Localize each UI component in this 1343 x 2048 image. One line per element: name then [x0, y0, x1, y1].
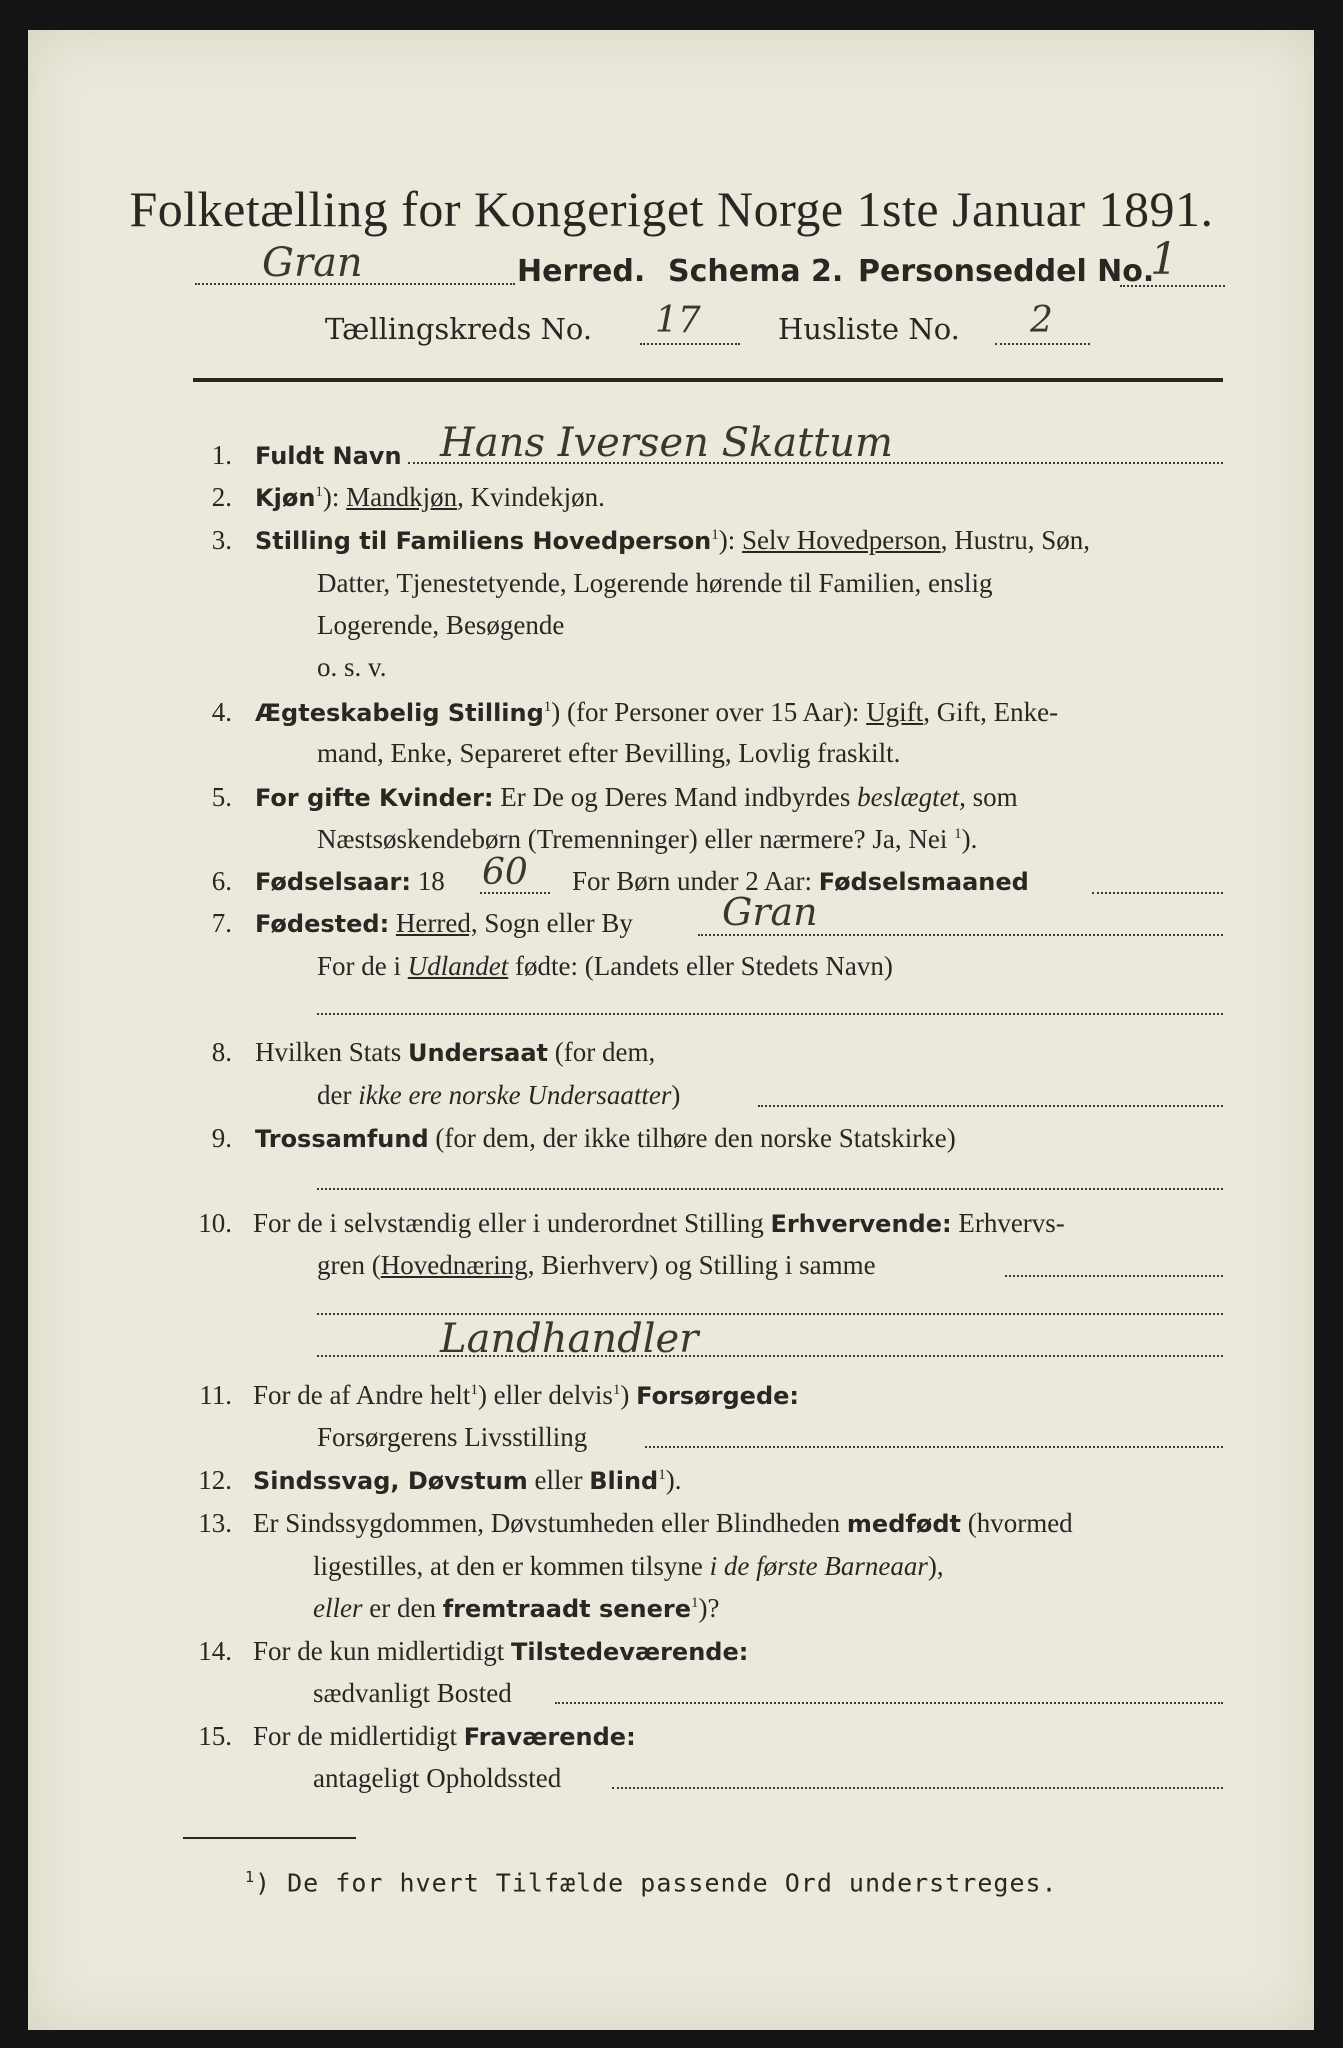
q5-line2 — [317, 824, 977, 855]
q14-number: 14. — [198, 1636, 232, 1666]
q13-sup: 1 — [691, 1595, 699, 1611]
q14-label: Tilstedeværende: — [510, 1638, 749, 1666]
q2-sup: 1 — [315, 484, 323, 500]
q13-text1: Er Sindssygdommen, Døvstumheden eller Blindheden — [253, 1508, 847, 1538]
q9-line — [255, 1123, 956, 1154]
q7-line1 — [255, 908, 633, 939]
q11-sup1: 1 — [470, 1382, 478, 1398]
q14-dots — [555, 1702, 1223, 1704]
q11-line2: Forsørgerens Livsstilling — [317, 1422, 588, 1452]
q3-option-selected: Selv Hovedperson — [742, 525, 941, 555]
q11-text1: For de af Andre helt — [253, 1380, 471, 1410]
q10-text1: For de i selvstændig eller i underordnet Stilling — [253, 1208, 771, 1238]
footnote-rule — [183, 1837, 356, 1839]
q8-line2-italic: ikke ere norske Undersaatter — [358, 1080, 672, 1110]
q15-number: 15. — [198, 1721, 232, 1751]
q2-label: Kjøn — [255, 484, 316, 512]
q13-line3-italic: eller — [313, 1593, 363, 1623]
q4-line2: mand, Enke, Separeret efter Bevilling, Lovlig fraskilt. — [317, 738, 901, 768]
q13-line3-mid: er den — [362, 1593, 443, 1623]
q8-pre: Hvilken Stats — [255, 1037, 408, 1067]
q6-line — [255, 866, 445, 897]
form-title: Folketælling for Kongeriget Norge 1ste Januar 1891. — [129, 181, 1214, 237]
q13-text2: (hvormed — [960, 1508, 1073, 1538]
q10-text2: Erhvervs- — [951, 1208, 1065, 1238]
q5-label: For gifte Kvinder: — [255, 784, 494, 812]
q6-prefix: 18 — [411, 866, 445, 896]
q4-line1 — [255, 697, 1058, 728]
q10-option-selected: Hovednæring, — [380, 1250, 535, 1280]
q2-option-rest: , Kvindekjøn. — [457, 482, 605, 512]
q3-line2: Datter, Tjenestetyende, Logerende hørende til Familien, enslig — [317, 568, 993, 598]
q7-option-selected: Herred, — [395, 908, 478, 938]
q8-line1 — [255, 1037, 655, 1068]
q7-place-value: Gran — [722, 890, 818, 934]
personseddel-value: 1 — [1150, 234, 1178, 285]
husliste-label: Husliste No. — [778, 312, 960, 346]
kreds-dotted-line — [640, 343, 740, 345]
q11-dots — [645, 1446, 1223, 1448]
q10-line1 — [253, 1208, 1065, 1239]
q7-line2-post: fødte: (Landets eller Stedets Navn) — [508, 951, 893, 981]
q8-dots — [758, 1105, 1223, 1107]
q6-number: 6. — [211, 866, 232, 896]
q8-number: 8. — [211, 1037, 232, 1067]
q15-label: Fraværende: — [463, 1723, 636, 1751]
q11-text3: ) — [620, 1380, 637, 1410]
q2-line — [255, 482, 605, 513]
q11-sup2: 1 — [612, 1382, 621, 1398]
q10-line2 — [317, 1250, 876, 1281]
q10-label: Erhvervende: — [770, 1210, 952, 1238]
q12-sup: 1 — [658, 1467, 666, 1483]
q8-line2 — [317, 1080, 680, 1111]
q15-line2: antageligt Opholdssted — [313, 1763, 562, 1793]
q10-line2-pre: gren ( — [317, 1250, 381, 1280]
q3-line4: o. s. v. — [317, 652, 387, 682]
q13-number: 13. — [198, 1508, 232, 1538]
husliste-dotted-line — [995, 343, 1090, 345]
q1-label: Fuldt Navn — [255, 442, 402, 470]
kreds-value: 17 — [655, 300, 701, 341]
q1-name-value: Hans Iversen Skattum — [440, 420, 893, 466]
q7-line2 — [317, 951, 893, 982]
q13-line2-post: ), — [927, 1551, 944, 1581]
q13-label: medfødt — [846, 1510, 961, 1538]
q7-line2-italic: Udlandet — [407, 951, 509, 981]
q13-line3-end: )? — [698, 1593, 720, 1623]
q12-line — [253, 1465, 681, 1496]
q7-place-dots — [698, 934, 1223, 936]
q4-sup: 1 — [543, 699, 552, 715]
header-rule — [193, 378, 1223, 382]
q10-number: 10. — [198, 1208, 232, 1238]
q12-mid: eller — [527, 1465, 590, 1495]
q3-number: 3. — [211, 525, 232, 555]
q8-line2-post: ) — [671, 1080, 681, 1110]
q12-number: 12. — [198, 1465, 232, 1495]
q13-line2-pre: ligestilles, at den er kommen tilsyne — [313, 1551, 710, 1581]
q15-text: For de midlertidigt — [253, 1721, 464, 1751]
personseddel-dotted-line — [1120, 285, 1225, 287]
q10-line2-post: Bierhverv) og Stilling i samme — [534, 1250, 876, 1280]
q7-rest: Sogn eller By — [477, 908, 633, 938]
q2-number: 2. — [211, 482, 232, 512]
q11-label: Forsørgede: — [636, 1382, 800, 1410]
q2-sep: ): — [322, 482, 340, 512]
q5-italic: beslægtet, — [857, 782, 966, 812]
q8-line2-pre: der — [317, 1080, 359, 1110]
q9-label: Trossamfund — [255, 1125, 429, 1153]
q3-line1 — [255, 525, 1090, 556]
q4-option-selected: Ugift — [866, 697, 924, 727]
q5-line2-text: Næstsøskendebørn (Tremenninger) eller nærmere? Ja, Nei — [317, 824, 955, 854]
q10-occupation-value: Landhandler — [440, 1316, 699, 1362]
q14-text: For de kun midlertidigt — [253, 1636, 511, 1666]
q9-text: (for dem, der ikke tilhøre den norske Statskirke) — [428, 1123, 956, 1153]
q5-text2: som — [965, 782, 1018, 812]
q6-year-value: 60 — [482, 852, 528, 893]
q11-text2: ) eller delvis — [477, 1380, 613, 1410]
q7-number: 7. — [211, 908, 232, 938]
q3-sup: 1 — [711, 527, 719, 543]
q7-line2-pre: For de i — [317, 951, 408, 981]
q11-number: 11. — [199, 1380, 232, 1410]
q13-line2 — [313, 1551, 944, 1582]
q12-label2: Blind — [589, 1467, 659, 1495]
q5-line1 — [255, 782, 1018, 813]
q7-foreign-dots — [317, 1013, 1223, 1015]
q4-rest1: , Gift, Enke- — [923, 697, 1059, 727]
q3-rest1: , Hustru, Søn, — [940, 525, 1091, 555]
footnote-sup: 1 — [245, 1868, 256, 1886]
q5-sup: 1 — [954, 826, 962, 842]
q6-year-dots — [480, 892, 550, 894]
q14-line1 — [253, 1636, 748, 1667]
q6-mid: For Børn under 2 Aar: — [572, 866, 819, 896]
q2-option-selected: Mandkjøn — [346, 482, 458, 512]
kreds-label: Tællingskreds No. — [325, 312, 593, 346]
q10-dots-1 — [1005, 1275, 1223, 1277]
q5-number: 5. — [211, 782, 232, 812]
q12-end: ). — [665, 1465, 682, 1495]
q11-line1 — [253, 1380, 799, 1411]
q13-line3-bold: fremtraadt senere — [442, 1595, 692, 1623]
q9-dots — [317, 1188, 1223, 1190]
q4-pre: ) (for Personer over 15 Aar): — [551, 697, 867, 727]
herred-label: Herred. — [517, 254, 646, 289]
q4-label: Ægteskabelig Stilling — [255, 699, 544, 727]
footnote-text: ) De for hvert Tilfælde passende Ord understreges. — [255, 1868, 1058, 1898]
q5-text1: Er De og Deres Mand indbyrdes — [493, 782, 858, 812]
q3-line3: Logerende, Besøgende — [317, 610, 565, 640]
q6-label2: Fødselsmaaned — [818, 868, 1029, 896]
q4-number: 4. — [211, 697, 232, 727]
q6-label: Fødselsaar: — [255, 868, 411, 896]
q8-post: (for dem, — [548, 1037, 656, 1067]
q9-number: 9. — [211, 1123, 232, 1153]
q15-dots — [612, 1787, 1223, 1789]
q13-line2-italic: i de første Barneaar — [709, 1551, 928, 1581]
husliste-value: 2 — [1030, 300, 1053, 341]
q14-line2: sædvanligt Bosted — [313, 1678, 512, 1708]
herred-value: Gran — [262, 240, 363, 286]
q3-label: Stilling til Familiens Hovedperson — [255, 527, 712, 555]
q13-line3 — [313, 1593, 720, 1624]
q5-end: ). — [961, 824, 978, 854]
q15-line1 — [253, 1721, 636, 1752]
q8-label: Undersaat — [408, 1039, 549, 1067]
q7-label: Fødested: — [255, 910, 390, 938]
personseddel-label: Personseddel No. — [858, 254, 1155, 289]
q13-line1 — [253, 1508, 1073, 1539]
schema-label: Schema 2. — [668, 254, 844, 289]
q12-label1: Sindssvag, Døvstum — [253, 1467, 528, 1495]
q10-dots-2 — [317, 1313, 1223, 1315]
q6-month-dots — [1092, 892, 1223, 894]
q1-number: 1. — [211, 440, 232, 470]
footnote — [245, 1868, 1058, 1897]
q3-sep: ): — [718, 525, 736, 555]
